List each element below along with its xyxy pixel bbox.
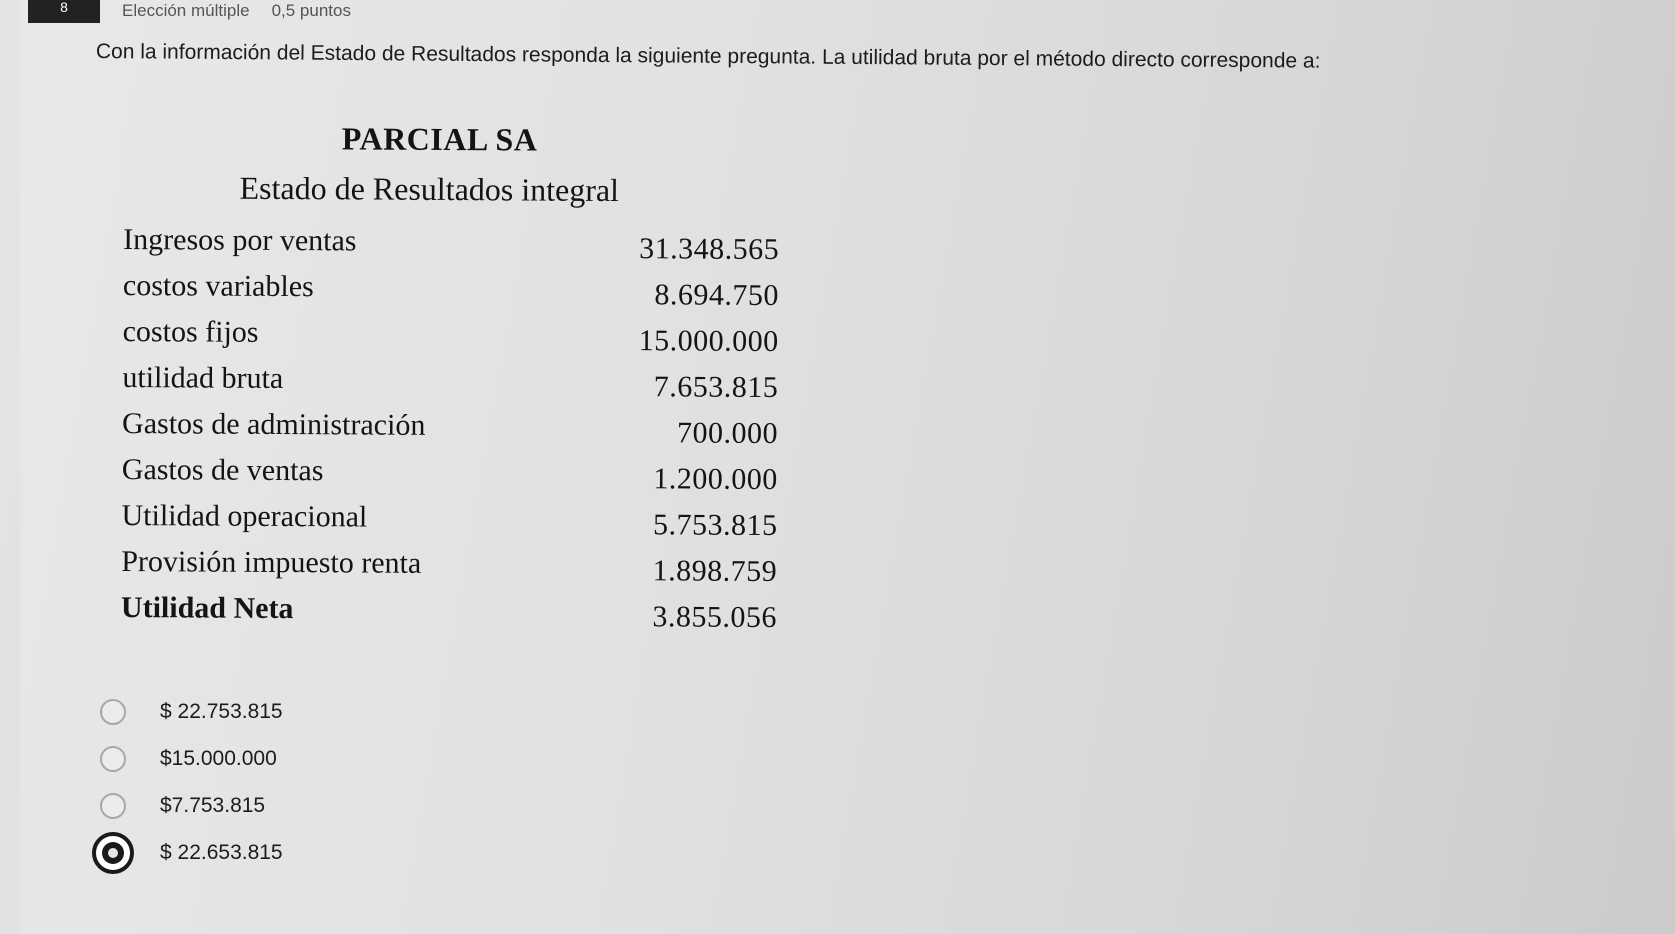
- statement-subtitle: Estado de Resultados integral: [239, 169, 620, 209]
- row-label: Provisión impuesto renta: [121, 545, 422, 580]
- row-label: Gastos de ventas: [121, 453, 324, 488]
- radio-dot-icon: [102, 842, 124, 864]
- statement-row: [122, 453, 778, 503]
- option-label[interactable]: $ 22.753.815: [160, 699, 283, 723]
- answer-option-3[interactable]: [92, 782, 266, 829]
- row-value: 1.200.000: [653, 462, 778, 497]
- row-label: Utilidad operacional: [121, 499, 368, 534]
- radio-button[interactable]: [100, 746, 126, 772]
- row-value: 3.855.056: [652, 600, 778, 635]
- radio-button[interactable]: [100, 699, 126, 725]
- radio-button[interactable]: [100, 793, 126, 819]
- option-label[interactable]: $15.000.000: [160, 746, 277, 770]
- row-value: 7.653.815: [653, 370, 779, 405]
- statement-row: [122, 407, 778, 457]
- row-value: 1.898.759: [652, 554, 778, 589]
- question-text: Con la información del Estado de Resultados responda la siguiente pregunta. La utilidad bruta por el método directo corresponde a:: [95, 40, 1321, 73]
- statement-row: [122, 315, 778, 365]
- income-statement-image: [120, 115, 780, 635]
- answer-option-2[interactable]: [92, 735, 277, 782]
- statement-company: PARCIAL SA: [341, 120, 538, 158]
- quiz-page: [20, 0, 1675, 934]
- statement-row: [123, 223, 779, 273]
- question-header: [28, 0, 351, 24]
- row-label: Gastos de administración: [122, 407, 426, 442]
- answer-option-4[interactable]: [92, 829, 283, 876]
- row-value: 700.000: [676, 416, 779, 451]
- answer-option-1[interactable]: [92, 688, 283, 735]
- row-label: Ingresos por ventas: [123, 223, 357, 258]
- option-label[interactable]: $ 22.653.815: [160, 840, 283, 864]
- row-label: costos fijos: [122, 315, 259, 349]
- row-value: 31.348.565: [639, 232, 780, 267]
- question-type: Elección múltiple: [122, 1, 250, 20]
- option-label[interactable]: $7.753.815: [160, 793, 266, 817]
- question-points: 0,5 puntos: [271, 1, 351, 20]
- row-label: Utilidad Neta: [120, 591, 294, 626]
- row-value: 8.694.750: [654, 278, 780, 313]
- answer-options: [92, 688, 283, 876]
- statement-row-total: [121, 591, 777, 641]
- statement-row: [123, 269, 779, 319]
- row-value: 5.753.815: [652, 508, 778, 543]
- statement-row: [121, 499, 777, 549]
- row-label: costos variables: [122, 269, 314, 304]
- row-label: utilidad bruta: [122, 361, 284, 396]
- radio-button-selected[interactable]: [92, 832, 134, 874]
- statement-row: [121, 545, 777, 595]
- row-value: 15.000.000: [638, 324, 779, 359]
- question-number-badge: 8: [28, 0, 100, 23]
- statement-row: [122, 361, 778, 411]
- statement-rows: [121, 223, 780, 641]
